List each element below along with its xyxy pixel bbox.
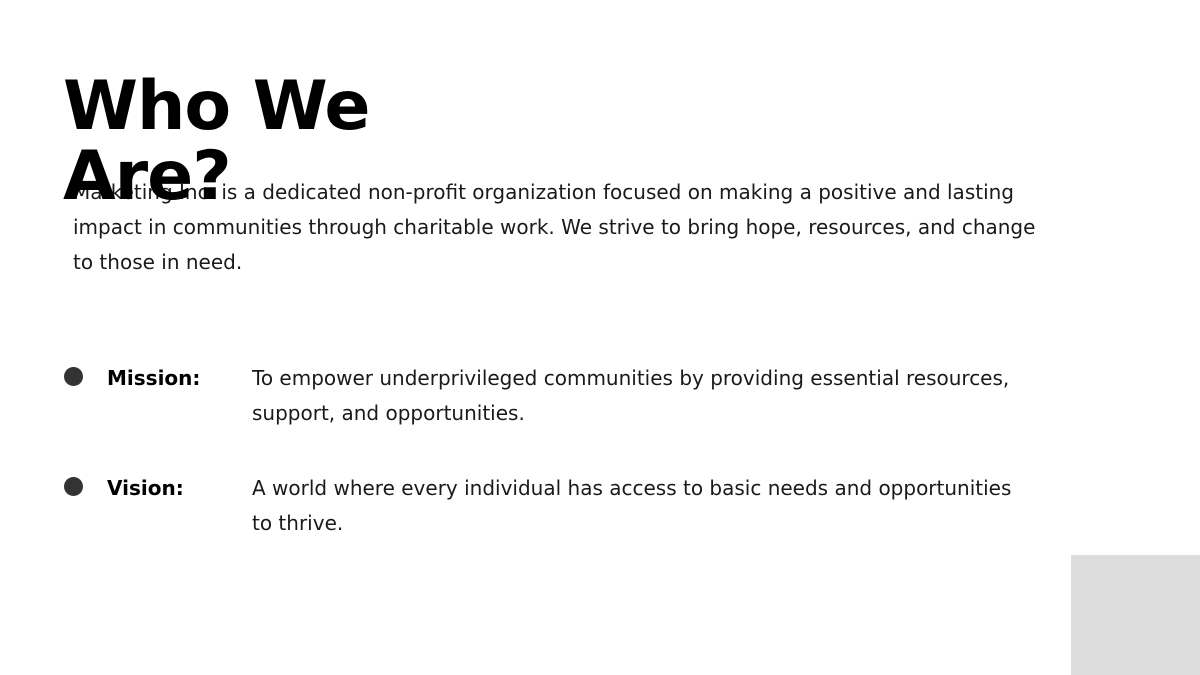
bullet-icon bbox=[64, 477, 83, 496]
mission-text: To empower underprivileged communities by providing essential resources, support, and opportunities. bbox=[252, 366, 1010, 425]
intro-paragraph: Marketing Inc. is a dedicated non-profit organization focused on making a positive and lasting impact in communities through charitable work. We strive to bring hope, resources, and change to those in need. bbox=[73, 180, 1036, 274]
decorative-block bbox=[1071, 555, 1200, 675]
vision-label: Vision: bbox=[107, 476, 184, 500]
mission-label: Mission: bbox=[107, 366, 201, 390]
vision-text: A world where every individual has access to basic needs and opportunities to thrive. bbox=[252, 476, 1012, 535]
page-title: Who We Are? bbox=[63, 67, 370, 216]
bullet-icon bbox=[64, 367, 83, 386]
